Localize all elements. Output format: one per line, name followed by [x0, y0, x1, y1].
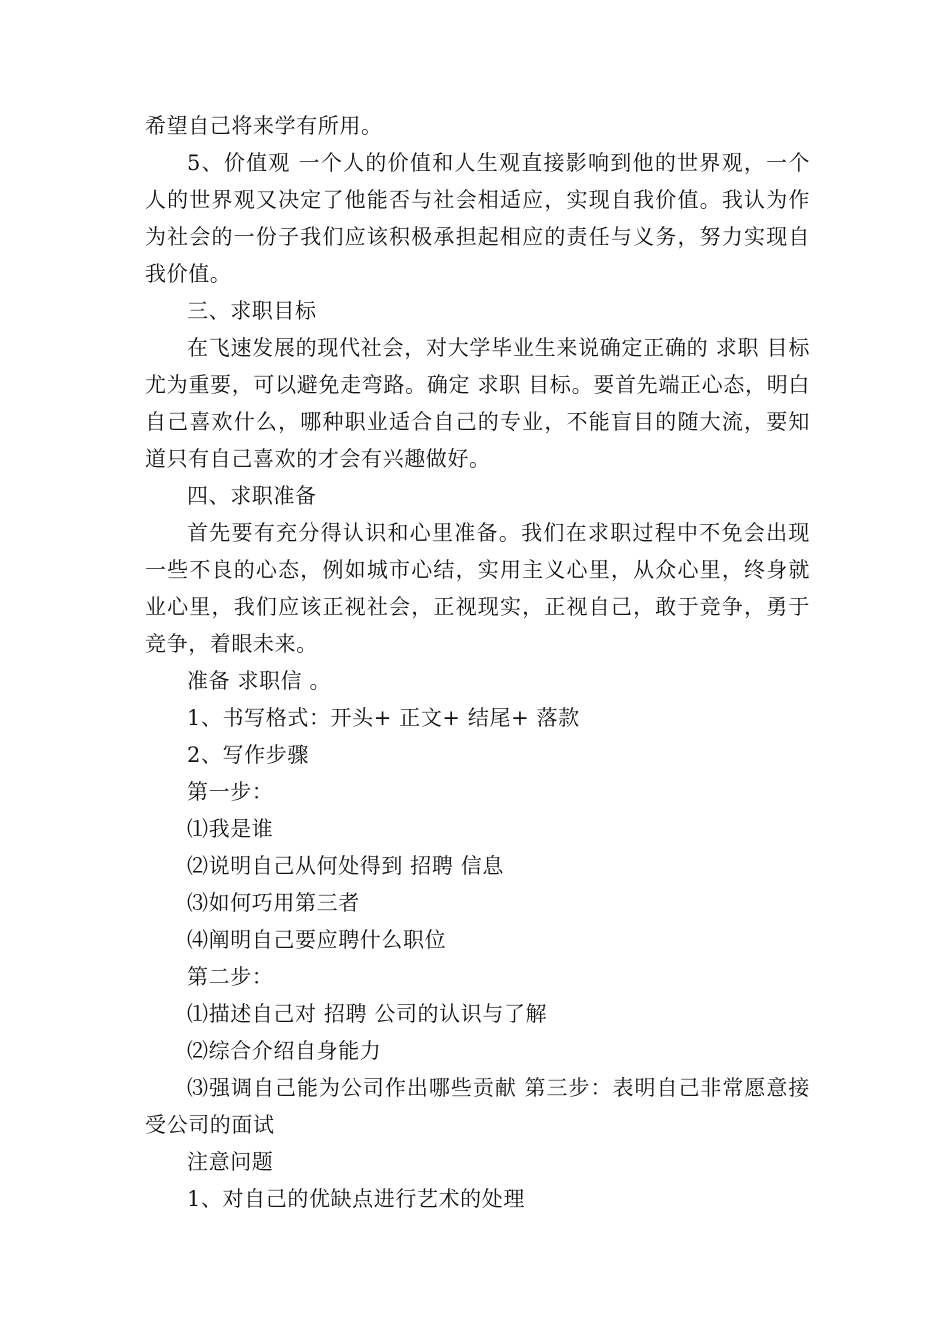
line-writing-steps: 2、写作步骤 [187, 743, 309, 767]
list-item: ⑵综合介绍自身能力 [187, 1039, 382, 1063]
list-item: ⑵说明自己从何处得到 招聘 信息 [187, 854, 504, 878]
list-item: ⑶如何巧用第三者 [187, 891, 360, 915]
list-item: 1、对自己的优缺点进行艺术的处理 [187, 1187, 525, 1211]
heading-notes: 注意问题 [187, 1150, 274, 1174]
line-step-one: 第一步： [187, 780, 274, 804]
list-item: ⑷阐明自己要应聘什么职位 [187, 928, 447, 952]
list-item: ⑴我是谁 [187, 817, 274, 841]
paragraph-job-preparation: 首先要有充分得认识和心里准备。我们在求职过程中不免会出现一些不良的心态，例如城市心结，实用主义心里，从众心里，终身就业心里，我们应该正视社会，正视现实，正视自己，敢于竞争，勇于竞争，着眼未来。 [145, 521, 810, 656]
list-item: ⑶强调自己能为公司作出哪些贡献 第三步：表明自己非常愿意接受公司的面试 [145, 1076, 810, 1137]
document-body [145, 108, 810, 1218]
heading-job-preparation: 四、求职准备 [187, 484, 317, 508]
paragraph-values: 5、价值观 一个人的价值和人生观直接影响到他的世界观，一个人的世界观又决定了他能否与社会相适应，实现自我价值。我认为作为社会的一份子我们应该积极承担起相应的责任与义务，努力实现自我价值。 [145, 151, 810, 286]
line-step-two: 第二步： [187, 965, 274, 989]
paragraph-continuation: 希望自己将来学有所用。 [145, 114, 383, 138]
line-format: 1、书写格式：开头+ 正文+ 结尾+ 落款 [187, 706, 580, 730]
heading-job-goal: 三、求职目标 [187, 299, 317, 323]
line-cover-letter: 准备 求职信 。 [187, 669, 332, 693]
paragraph-job-goal: 在飞速发展的现代社会，对大学毕业生来说确定正确的 求职 目标尤为重要，可以避免走弯路。确定 求职 目标。要首先端正心态，明白自己喜欢什么，哪种职业适合自己的专业，不能盲目的随大流，要知道只有自己喜欢的才会有兴趣做好。 [145, 336, 810, 471]
list-item: ⑴描述自己对 招聘 公司的认识与了解 [187, 1002, 548, 1026]
